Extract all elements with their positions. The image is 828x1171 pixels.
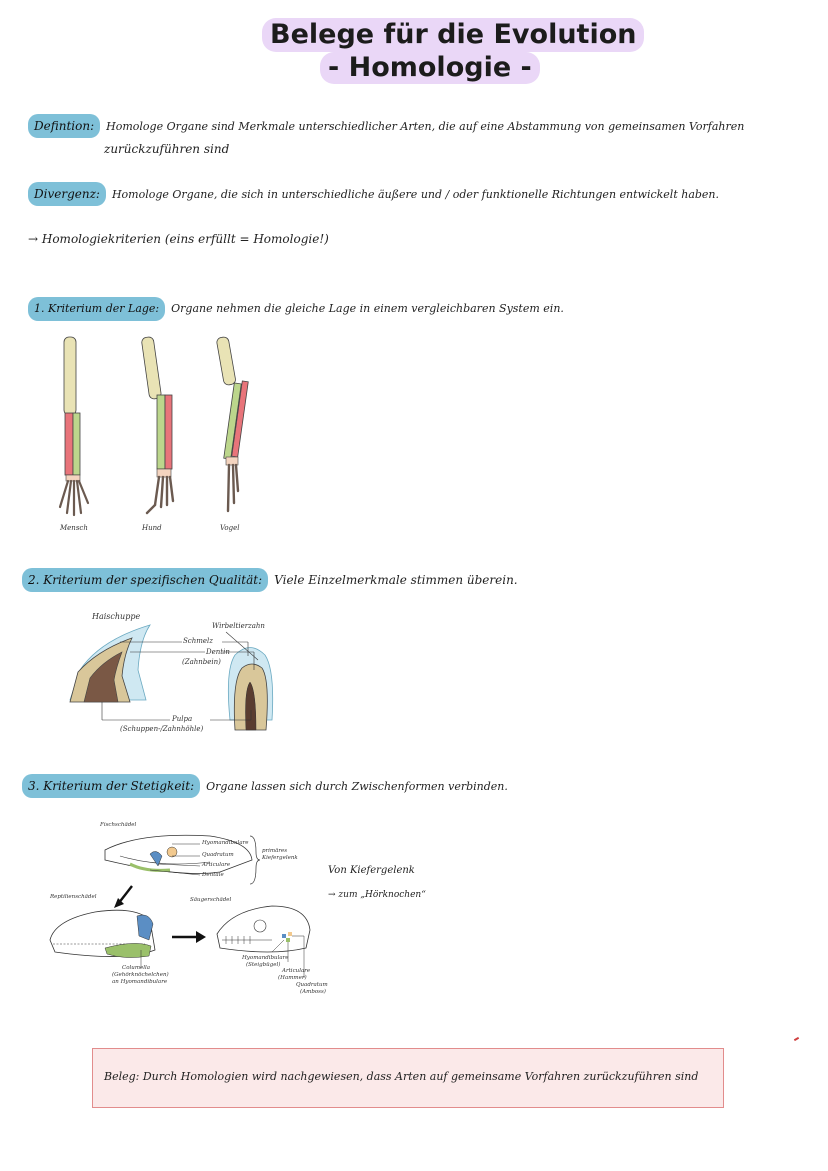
criterion2-block — [22, 568, 812, 592]
label-articulare: Articulare — [202, 862, 231, 868]
criteria-note: → Homologiekriterien (eins erfüllt = Homologie!) — [28, 232, 329, 246]
criterion2-label: 2. Kriterium der spezifischen Qualität: — [22, 568, 268, 592]
label-hyomandibulare2: Hyomandibulare — [242, 955, 289, 961]
divergenz-block — [28, 182, 818, 206]
label-pulpa-sub: (Schuppen-/Zahnhöhle) — [120, 725, 204, 733]
label-columella3: an Hyomandibulare — [112, 979, 168, 985]
label-reptilienschaedel: Reptilienschädel — [50, 894, 97, 900]
criterion3-block — [22, 774, 812, 798]
label-dentale: Dentale — [202, 872, 224, 878]
note-line1: Von Kiefergelenk — [328, 865, 415, 876]
label-primaeres: primäres — [262, 848, 288, 854]
label-schmelz: Schmelz — [183, 637, 213, 645]
limb-diagram-hund — [135, 335, 195, 515]
note-line2: → zum „Hörknochen“ — [328, 890, 426, 900]
criterion1-text: Organe nehmen die gleiche Lage in einem vergleichbaren System ein. — [171, 302, 564, 315]
label-kiefergelenk: Kiefergelenk — [262, 855, 298, 861]
label-steigbuegel: (Steigbügel) — [246, 962, 281, 968]
label-columella1: Columella — [122, 965, 151, 971]
label-wirbeltierzahn: Wirbeltierzahn — [212, 622, 265, 630]
page-subtitle: - Homologie - — [320, 52, 540, 84]
reptile-skull-diagram — [45, 900, 165, 970]
label-dentin: Dentin — [206, 648, 230, 656]
divergenz-text: Homologe Organe, die sich in unterschiedliche äußere und / oder funktionelle Richtungen entwickelt haben. — [111, 188, 720, 201]
definition-label: Defintion: — [28, 114, 100, 138]
divergenz-label: Divergenz: — [28, 182, 106, 206]
criterion1-block — [28, 297, 808, 321]
criterion3-label: 3. Kriterium der Stetigkeit: — [22, 774, 200, 798]
caption-hund: Hund — [142, 524, 162, 532]
criterion3-text: Organe lassen sich durch Zwischenformen verbinden. — [206, 780, 508, 793]
label-amboss: (Amboss) — [300, 989, 326, 995]
fish-skull-diagram — [100, 830, 270, 890]
definition-block — [28, 114, 808, 138]
label-fischschaedel: Fischschädel — [100, 822, 137, 828]
definition-text-1: Homologe Organe sind Merkmale unterschiedlicher Arten, die auf eine Abstammung von gemeinsamen Vorfahren — [106, 120, 745, 133]
label-columella2: (Gehörknöchelchen) — [112, 972, 169, 978]
caption-mensch: Mensch — [60, 524, 88, 532]
caption-vogel: Vogel — [220, 524, 240, 532]
page-title: Belege für die Evolution — [262, 18, 644, 52]
label-saeugerschaedel: Säugerschädel — [190, 897, 232, 903]
label-hammer: (Hammer) — [278, 975, 307, 981]
label-quadratum2: Quadratum — [296, 982, 328, 988]
criterion2-text: Viele Einzelmerkmale stimmen überein. — [274, 573, 518, 587]
label-pulpa: Pulpa — [172, 715, 193, 723]
limb-diagram-vogel — [210, 335, 270, 515]
label-haischuppe: Haischuppe — [92, 612, 141, 621]
criterion1-label: 1. Kriterium der Lage: — [28, 297, 165, 321]
label-dentin-sub: (Zahnbein) — [182, 658, 221, 666]
limb-diagram-mensch — [50, 335, 110, 515]
label-hyomandibulare: Hyomandibulare — [202, 840, 249, 846]
beleg-text: Beleg: Durch Homologien wird nachgewiesen, dass Arten auf gemeinsame Vorfahren zurückzuführen sind — [104, 1070, 699, 1083]
margin-mark — [794, 1037, 799, 1041]
label-articulare2: Articulare — [282, 968, 311, 974]
definition-text-2: zurückzuführen sind — [104, 142, 230, 156]
label-quadratum: Quadratum — [202, 852, 234, 858]
arrow-reptile-to-mammal — [170, 930, 210, 944]
